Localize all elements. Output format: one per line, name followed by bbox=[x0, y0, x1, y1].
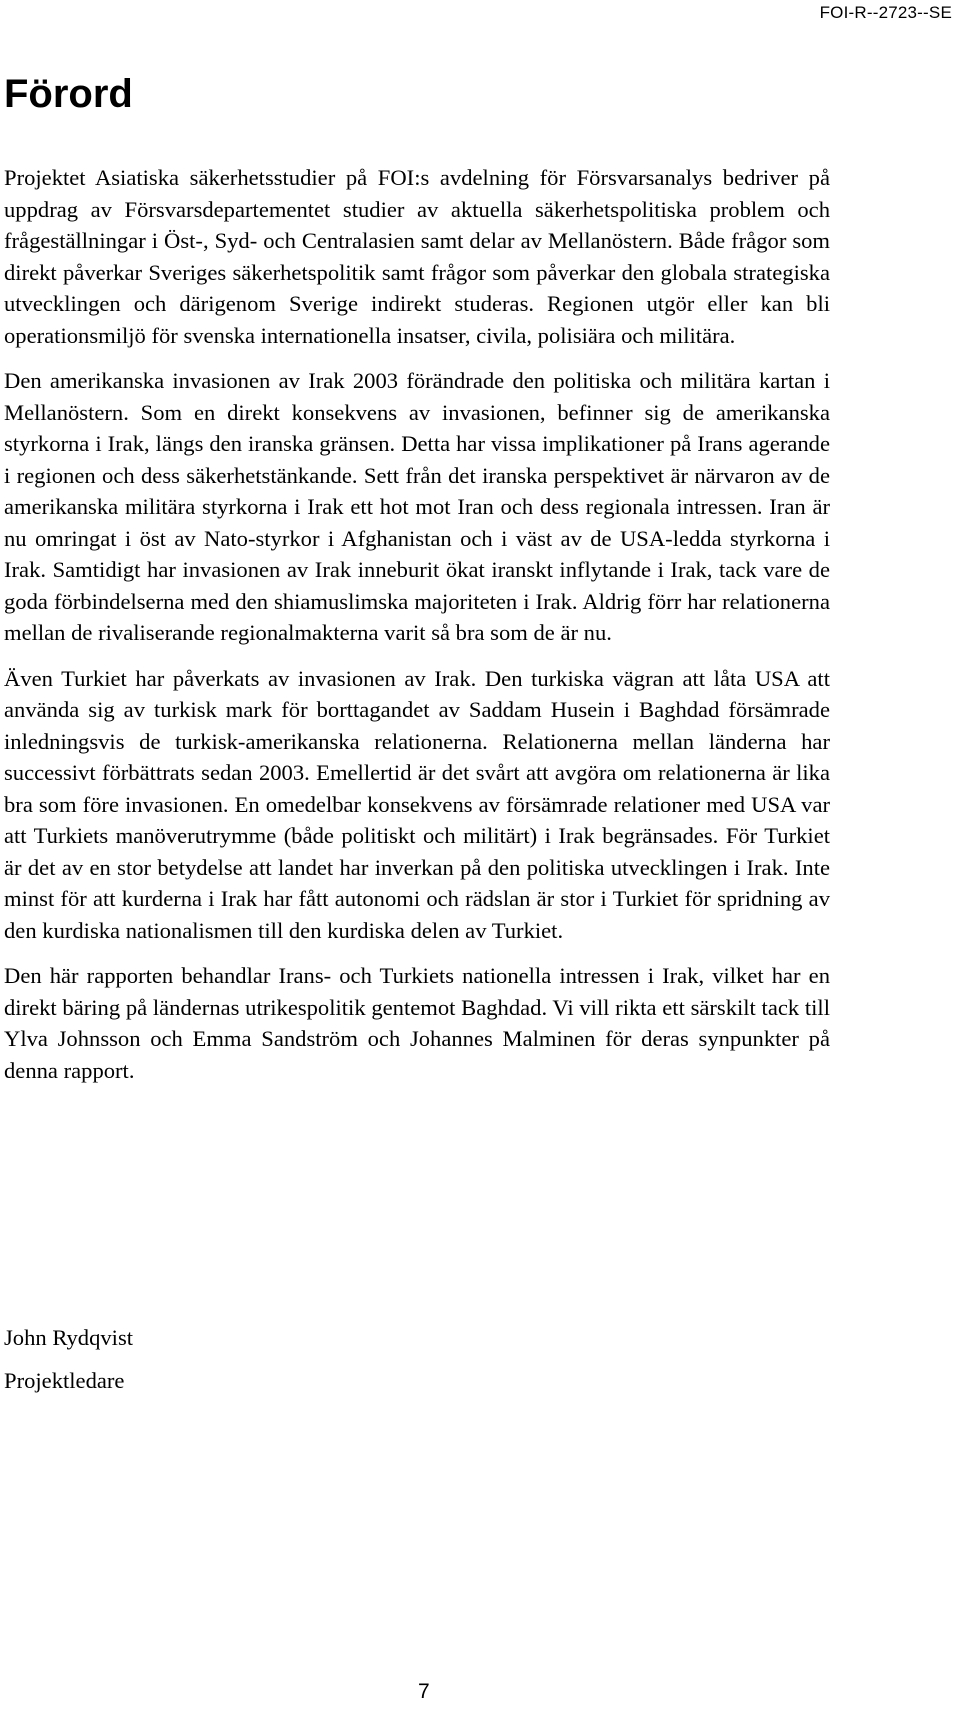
paragraph-turkey: Även Turkiet har påverkats av invasionen av Irak. Den turkiska vägran att låta USA att använda sig av turkisk mark för borttagandet av Saddam Husein i Baghdad försämrade inledningsvis de turkisk-amerikanska relationerna. Relationerna mellan länderna har successivt förbättrats sedan 2003. Emellertid är det svårt att avgöra om relationerna är lika bra som före invasionen. En omedelbar konsekvens av försämrade relationer med USA var att Turkiets manöverutrymme (både politiskt och militärt) i Irak begränsades. För Turkiet är det av en stor betydelse att landet har inverkan på den politiska utvecklingen i Irak. Inte minst för att kurderna i Irak har fått autonomi och rädslan är stor i Turkiet för spridning av den kurdiska nationalismen till den kurdiska delen av Turkiet. bbox=[4, 665, 830, 943]
document-reference: FOI-R--2723--SE bbox=[819, 3, 952, 22]
signature-role: Projektledare bbox=[4, 1368, 125, 1393]
paragraph-acknowledgements: Den här rapporten behandlar Irans- och Turkiets nationella intressen i Irak, vilket har en direkt bäring på ländernas utrikespolitik gentemot Baghdad. Vi vill rikta ett särskilt tack till Ylva Johnsson och Emma Sandström och Johannes Malminen för deras synpunkter på denna rapport. bbox=[4, 963, 830, 1083]
body-text bbox=[4, 162, 830, 1100]
signature-name: John Rydqvist bbox=[4, 1325, 134, 1350]
paragraph-iraq-invasion: Den amerikanska invasionen av Irak 2003 förändrade den politiska och militära kartan i Mellanöstern. Som en direkt konsekvens av invasionen, befinner sig de amerikanska styrkorna i Irak, längs den iranska gränsen. Detta har vissa implikationer på Irans agerande i regionen och dess säkerhetstänkande. Sett från det iranska perspektivet är närvaron av de amerikanska militära styrkorna i Irak ett hot mot Iran och dess regionala intressen. Iran är nu omringat i öst av Nato-styrkor i Afghanistan och i väst av de USA-ledda styrkorna i Irak. Samtidigt har invasionen av Irak inneburit ökat iranskt inflytande i Irak, tack vare de goda förbindelserna med den shiamuslimska majoriteten i Irak. Aldrig förr har relationerna mellan de rivaliserande regionalmakterna varit så bra som de är nu. bbox=[4, 368, 830, 645]
paragraph-intro: Projektet Asiatiska säkerhetsstudier på FOI:s avdelning för Försvarsanalys bedriver på uppdrag av Försvarsdepartementet studier av aktuella säkerhetspolitiska problem och frågeställningar i Öst-, Syd- och Centralasien samt delar av Mellanöstern. Både frågor som direkt påverkar Sveriges säkerhetspolitik samt frågor som påverkar den globala strategiska utvecklingen och därigenom Sverige indirekt studeras. Regionen utgör eller kan bli operationsmiljö för svenska internationella insatser, civila, polisiära och militära. bbox=[4, 165, 830, 348]
page-title: Förord bbox=[4, 72, 133, 116]
page-number: 7 bbox=[418, 1680, 430, 1703]
